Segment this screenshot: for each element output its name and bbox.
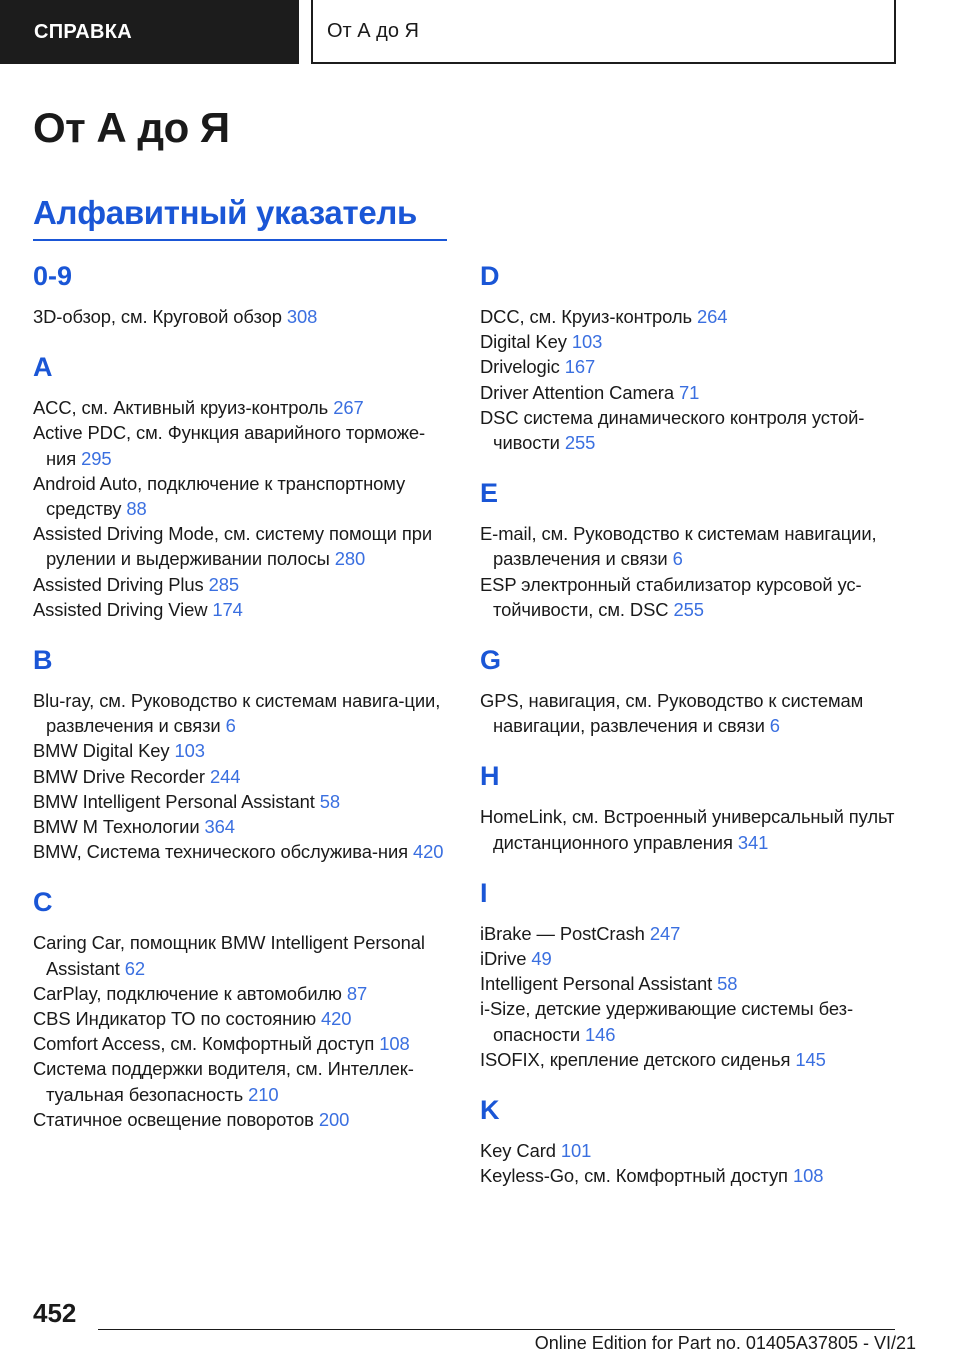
- index-entry-list: [480, 688, 895, 738]
- index-entry-text: Caring Car, помощник BMW Intelligent Personal Assistant: [33, 932, 425, 979]
- index-entry-text: CarPlay, подключение к автомобилю: [33, 982, 342, 1004]
- index-section: [33, 888, 448, 1132]
- index-letter-heading: E: [480, 478, 499, 509]
- index-entry-text: Key Card: [480, 1140, 556, 1162]
- index-entry-text: ESP электронный стабилизатор курсовой ус-тойчивости, см. DSC: [480, 573, 862, 620]
- index-entry: [33, 738, 448, 763]
- index-page-link[interactable]: 308: [286, 306, 318, 327]
- footer-edition-text: Online Edition for Part no. 01405A37805 - VI/21: [534, 1333, 916, 1353]
- index-entry-text: Driver Attention Camera: [480, 381, 674, 403]
- index-letter-heading: B: [33, 645, 53, 676]
- index-entry-text: Blu-ray, см. Руководство к системам навига-ции, развлечения и связи: [33, 690, 441, 737]
- index-page-link[interactable]: 87: [346, 982, 368, 1004]
- index-entry: [33, 304, 448, 329]
- index-entry-text: Comfort Access, см. Комфортный доступ: [33, 1033, 375, 1055]
- index-entry-text: E-mail, см. Руководство к системам навигации, развлечения и связи: [480, 523, 877, 570]
- section-tab[interactable]: СПРАВКА: [0, 0, 299, 64]
- index-page-link[interactable]: 108: [379, 1033, 410, 1055]
- page-number: 452: [33, 1298, 77, 1328]
- index-page-link[interactable]: 145: [795, 1048, 826, 1070]
- index-page-link[interactable]: 200: [318, 1108, 350, 1130]
- index-page-link[interactable]: 174: [212, 598, 243, 620]
- index-page-link[interactable]: 364: [204, 816, 235, 838]
- index-entry-text: BMW, Система технического обслужива-ния: [33, 841, 408, 863]
- index-entry-list: [480, 1138, 895, 1188]
- index-page-link[interactable]: 62: [124, 957, 145, 979]
- index-entry-list: [480, 521, 895, 622]
- index-entry-list: [480, 804, 895, 854]
- index-page-link[interactable]: 280: [334, 548, 366, 570]
- index-letter-heading: H: [480, 761, 500, 792]
- index-entry: [480, 1047, 895, 1072]
- index-entry-text: Android Auto, подключение к транспортному средству: [33, 472, 406, 520]
- index-page-link[interactable]: 210: [248, 1083, 279, 1105]
- index-entry: [33, 814, 448, 839]
- index-page-link[interactable]: 285: [208, 573, 240, 595]
- index-column-right: [480, 262, 895, 1212]
- index-page-link[interactable]: 103: [571, 331, 603, 353]
- index-letter-heading: K: [480, 1095, 500, 1126]
- index-entry: [33, 1006, 448, 1031]
- index-entry: [33, 572, 448, 597]
- index-entry: [480, 572, 895, 622]
- page-title: От А до Я: [33, 104, 230, 151]
- index-section: [480, 262, 895, 455]
- index-entry: [33, 688, 448, 738]
- index-section: [33, 262, 448, 329]
- index-page-link[interactable]: 420: [321, 1008, 352, 1030]
- index-entry: [480, 804, 895, 854]
- index-entry-list: [33, 395, 448, 622]
- index-entry-text: GPS, навигация, см. Руководство к системам навигации, развлечения и связи: [480, 690, 864, 737]
- index-entry: [33, 764, 448, 789]
- index-entry-text: BMW M Технологии: [33, 816, 200, 838]
- index-entry: [480, 996, 895, 1046]
- index-entry-text: ACC, см. Активный круиз-контроль: [33, 397, 329, 419]
- index-page-link[interactable]: 255: [673, 598, 704, 620]
- index-column-left: [33, 262, 448, 1156]
- index-entry-text: Keyless-Go, см. Комфортный доступ: [480, 1165, 788, 1187]
- index-entry: [33, 930, 448, 980]
- subtitle-divider: [33, 239, 447, 241]
- index-entry: [33, 471, 448, 521]
- index-section: [480, 762, 895, 854]
- page-header: [0, 0, 960, 66]
- index-page-link[interactable]: 341: [737, 831, 769, 853]
- index-section: [480, 1096, 895, 1188]
- index-entry-text: 3D-обзор, см. Круговой обзор: [33, 306, 282, 327]
- index-entry-text: i-Size, детские удерживающие системы без-опасности: [480, 998, 853, 1045]
- index-section: [480, 646, 895, 738]
- index-entry: [33, 981, 448, 1006]
- index-entry-text: HomeLink, см. Встроенный универсальный пульт дистанционного управления: [480, 806, 895, 853]
- index-entry-text: CBS Индикатор ТО по состоянию: [33, 1008, 317, 1030]
- index-page-link[interactable]: 255: [564, 432, 596, 454]
- index-entry: [480, 405, 895, 455]
- index-page-link[interactable]: 6: [769, 715, 780, 737]
- index-entry: [33, 789, 448, 814]
- index-entry-text: Assisted Driving Mode, см. систему помощи при рулении и выдерживании полосы: [33, 523, 433, 570]
- index-entry-text: Assisted Driving View: [33, 598, 208, 620]
- index-entry-text: iDrive: [480, 948, 527, 970]
- index-entry: [480, 1163, 895, 1188]
- index-entry-text: Intelligent Personal Assistant: [480, 973, 713, 995]
- index-page-link[interactable]: 88: [126, 498, 147, 520]
- index-entry: [33, 395, 448, 420]
- index-entry: [33, 839, 448, 864]
- index-page-link[interactable]: 146: [585, 1023, 616, 1045]
- index-entry-text: Digital Key: [480, 331, 567, 353]
- index-entry-list: [33, 304, 448, 329]
- index-entry-text: BMW Drive Recorder: [33, 765, 205, 787]
- index-section: [480, 479, 895, 622]
- index-entry: [33, 597, 448, 622]
- index-page-link[interactable]: 167: [564, 356, 596, 378]
- index-page-link[interactable]: 101: [560, 1140, 592, 1162]
- index-page-link[interactable]: 264: [697, 306, 728, 327]
- index-entry-text: Статичное освещение поворотов: [33, 1108, 314, 1130]
- index-entry: [480, 946, 895, 971]
- index-entry-text: Drivelogic: [480, 356, 560, 378]
- index-entry: [480, 971, 895, 996]
- index-section: [33, 353, 448, 622]
- index-page-link[interactable]: 6: [672, 548, 683, 570]
- index-entry: [33, 420, 448, 470]
- index-entry-list: [33, 688, 448, 864]
- index-page-link[interactable]: 247: [649, 922, 681, 944]
- footer-divider: [98, 1329, 895, 1330]
- index-entry: [480, 921, 895, 946]
- index-entry-text: DCC, см. Круиз-контроль: [480, 306, 693, 327]
- index-entry: [33, 1107, 448, 1132]
- index-page-link[interactable]: 295: [81, 447, 112, 469]
- index-page-link[interactable]: 103: [174, 740, 205, 762]
- index-entry: [480, 521, 895, 571]
- index-entry: [480, 329, 895, 354]
- index-entry: [480, 380, 895, 405]
- index-letter-heading: I: [480, 877, 488, 908]
- index-section: [33, 646, 448, 864]
- index-letter-heading: 0-9: [33, 261, 73, 291]
- index-entry: [480, 688, 895, 738]
- index-entry-text: iBrake — PostCrash: [480, 922, 645, 944]
- index-page-link[interactable]: 420: [413, 841, 444, 863]
- index-page-link[interactable]: 244: [209, 765, 241, 787]
- index-page-link[interactable]: 71: [678, 381, 700, 403]
- index-entry-text: Система поддержки водителя, см. Интеллек-туальная безопасность: [33, 1058, 414, 1105]
- index-entry: [480, 1138, 895, 1163]
- index-entry: [480, 354, 895, 379]
- index-letter-heading: G: [480, 645, 502, 676]
- index-page-link[interactable]: 267: [333, 397, 364, 419]
- index-entry: [33, 1056, 448, 1106]
- index-entry: [480, 304, 895, 329]
- index-letter-heading: A: [33, 352, 53, 383]
- index-entry-text: DSC система динамического контроля устой-чивости: [480, 406, 865, 454]
- index-entry: [33, 1031, 448, 1056]
- index-entry-text: BMW Digital Key: [33, 740, 170, 762]
- index-entry-text: ISOFIX, крепление детского сиденья: [480, 1048, 791, 1070]
- index-subtitle: Алфавитный указатель: [33, 194, 418, 231]
- index-entry-list: [33, 930, 448, 1132]
- index-entry: [33, 521, 448, 571]
- chapter-tab[interactable]: От А до Я: [311, 0, 896, 64]
- index-entry-text: Active PDC, см. Функция аварийного торможе-ния: [33, 422, 426, 469]
- index-letter-heading: C: [33, 887, 53, 918]
- index-page-link[interactable]: 108: [792, 1165, 824, 1187]
- index-section: [480, 879, 895, 1072]
- index-letter-heading: D: [480, 261, 500, 291]
- index-entry-text: Assisted Driving Plus: [33, 573, 204, 595]
- index-page-link[interactable]: 58: [319, 790, 341, 812]
- index-page-link[interactable]: 49: [531, 948, 552, 970]
- index-page-link[interactable]: 6: [225, 715, 236, 737]
- index-entry-list: [480, 921, 895, 1072]
- index-entry-list: [480, 304, 895, 455]
- index-entry-text: BMW Intelligent Personal Assistant: [33, 790, 315, 812]
- index-page-link[interactable]: 58: [717, 973, 738, 995]
